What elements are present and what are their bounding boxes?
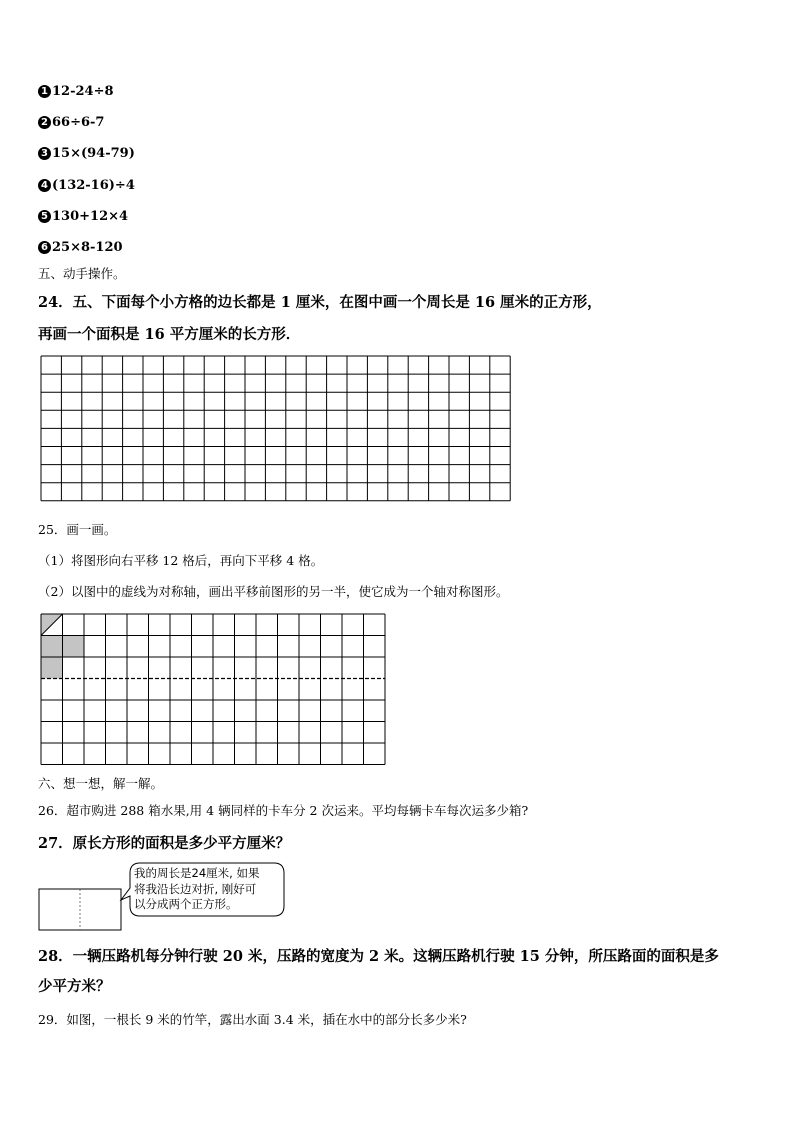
q28-text-line1: 28．一辆压路机每分钟行驶 20 米，压路的宽度为 2 米。这辆压路机行驶 15 分钟，所压路面的面积是多 bbox=[38, 948, 719, 965]
q25-title: 25．画一画。 bbox=[38, 522, 117, 537]
calc-expression: 12-24÷8 bbox=[52, 84, 114, 99]
q27-text: 27．原长方形的面积是多少平方厘米？ bbox=[38, 835, 291, 852]
shaded-cell bbox=[41, 657, 63, 679]
section-6-heading: 六、想一想，解一解。 bbox=[38, 776, 164, 791]
q28-text-line2: 少平方米？ bbox=[38, 978, 111, 995]
q24-text-line1: 24．五、下面每个小方格的边长都是 1 厘米，在图中画一个周长是 16 厘米的正方形， bbox=[38, 294, 602, 311]
q25-item-1: （1）将图形向右平移 12 格后，再向下平移 4 格。 bbox=[38, 553, 324, 568]
speech-bubble-text bbox=[134, 866, 259, 913]
q26-text: 26．超市购进 288 箱水果,用 4 辆同样的卡车分 2 次运来。平均每辆卡车每次运多少箱? bbox=[38, 803, 529, 818]
shaded-cell bbox=[63, 636, 85, 658]
calc-item-2 bbox=[38, 115, 104, 130]
calc-item-5 bbox=[38, 209, 128, 224]
section-5-heading: 五、动手操作。 bbox=[38, 266, 126, 281]
q24-grid bbox=[40, 355, 518, 505]
circled-number: 3 bbox=[38, 147, 51, 160]
bubble-line-2: 将我沿长边对折, 刚好可 bbox=[134, 881, 257, 896]
bubble-line-1: 我的周长是24厘米, 如果 bbox=[134, 866, 260, 880]
bubble-line-3: 以分成两个正方形。 bbox=[134, 897, 238, 911]
q25-grid bbox=[40, 613, 390, 768]
calc-expression: 15×(94-79) bbox=[52, 146, 135, 161]
circled-number: 5 bbox=[38, 210, 51, 223]
shaded-cell bbox=[41, 636, 63, 658]
calc-expression: (132-16)÷4 bbox=[52, 178, 135, 193]
calc-expression: 130+12×4 bbox=[52, 209, 129, 224]
calc-expression: 25×8-120 bbox=[52, 240, 123, 255]
calc-expression: 66÷6-7 bbox=[52, 115, 105, 130]
circled-number: 1 bbox=[38, 85, 51, 98]
calc-item-4 bbox=[38, 178, 135, 193]
circled-number: 4 bbox=[38, 179, 51, 192]
q25-item-2: （2）以图中的虚线为对称轴，画出平移前图形的另一半，使它成为一个轴对称图形。 bbox=[38, 584, 509, 599]
q27-rectangle-figure bbox=[38, 888, 124, 934]
q24-text-line2: 再画一个面积是 16 平方厘米的长方形． bbox=[38, 326, 301, 343]
calc-item-6 bbox=[38, 240, 123, 255]
circled-number: 2 bbox=[38, 116, 51, 129]
circled-number: 6 bbox=[38, 241, 51, 254]
calc-item-1 bbox=[38, 84, 114, 99]
calc-item-3 bbox=[38, 146, 135, 161]
q29-text: 29．如图，一根长 9 米的竹竿，露出水面 3.4 米，插在水中的部分长多少米? bbox=[38, 1012, 467, 1027]
